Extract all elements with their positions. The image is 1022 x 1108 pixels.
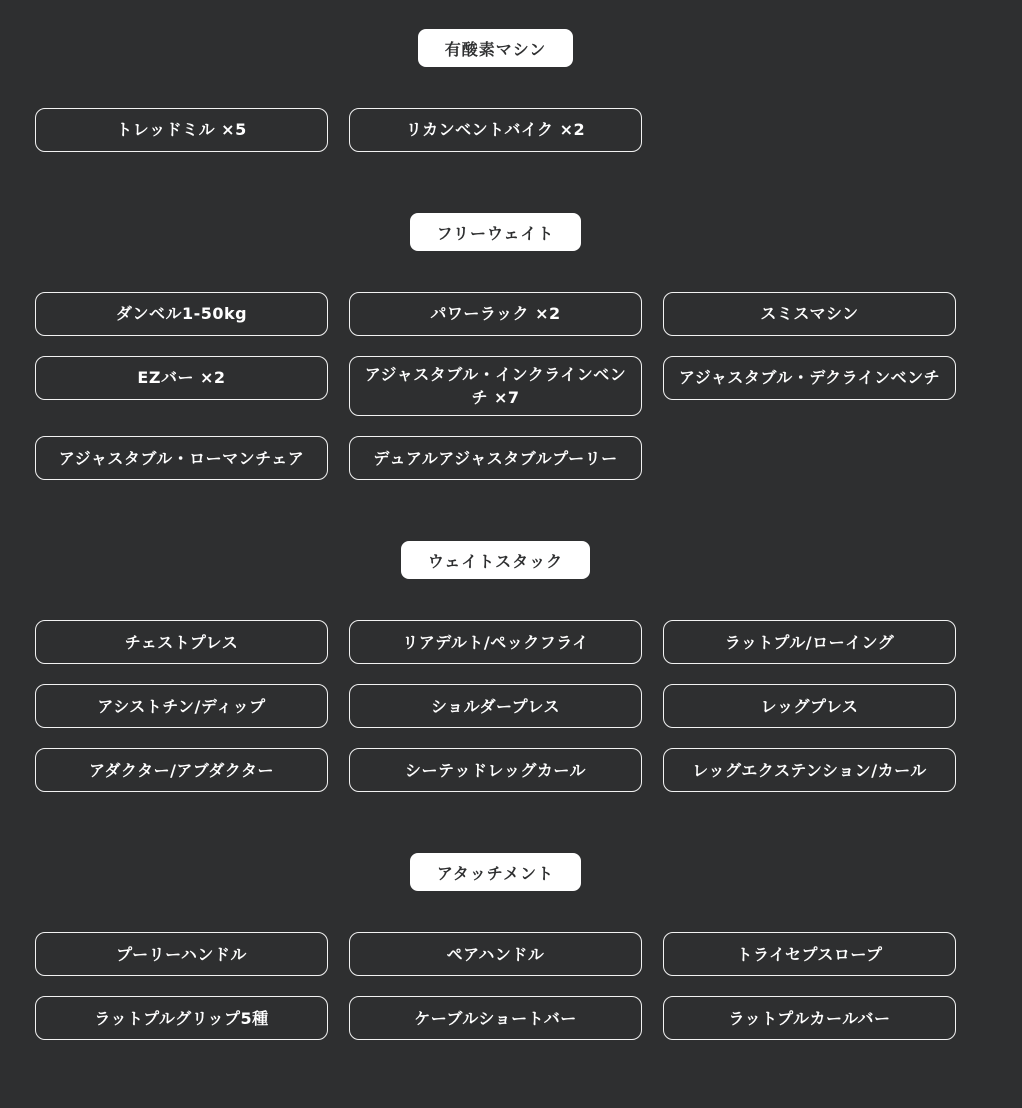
section-title: 有酸素マシン — [418, 29, 574, 67]
equipment-item-button[interactable]: パワーラック ×2 — [349, 292, 642, 336]
equipment-item-button[interactable]: レッグプレス — [663, 684, 956, 728]
equipment-item-button[interactable]: プーリーハンドル — [35, 932, 328, 976]
section-header-row — [35, 29, 956, 67]
equipment-item-button[interactable]: ラットプルグリップ5種 — [35, 996, 328, 1040]
equipment-item-button[interactable]: リアデルト/ペックフライ — [349, 620, 642, 664]
equipment-item-button[interactable]: シーテッドレッグカール — [349, 748, 642, 792]
equipment-item-button[interactable]: デュアルアジャスタブルプーリー — [349, 436, 642, 480]
item-grid — [35, 620, 956, 792]
section-header-row — [35, 541, 956, 579]
equipment-item-button[interactable]: ダンベル1-50kg — [35, 292, 328, 336]
item-grid — [35, 932, 956, 1040]
equipment-item-button[interactable]: チェストプレス — [35, 620, 328, 664]
section-header-row — [35, 213, 956, 251]
equipment-item-button[interactable]: リカンベントバイク ×2 — [349, 108, 642, 152]
equipment-section — [35, 213, 956, 480]
equipment-item-button[interactable]: スミスマシン — [663, 292, 956, 336]
section-title: フリーウェイト — [410, 213, 582, 251]
equipment-section — [35, 541, 956, 792]
equipment-item-button[interactable]: アジャスタブル・デクラインベンチ — [663, 356, 956, 400]
equipment-section — [35, 853, 956, 1040]
equipment-item-button[interactable]: トライセプスロープ — [663, 932, 956, 976]
equipment-list-page — [35, 0, 956, 1040]
equipment-item-button[interactable]: ペアハンドル — [349, 932, 642, 976]
section-title: ウェイトスタック — [401, 541, 590, 579]
equipment-item-button[interactable]: アシストチン/ディップ — [35, 684, 328, 728]
equipment-item-button[interactable]: ラットプルカールバー — [663, 996, 956, 1040]
equipment-item-button[interactable]: アジャスタブル・インクラインベンチ ×7 — [349, 356, 642, 416]
equipment-item-button[interactable]: トレッドミル ×5 — [35, 108, 328, 152]
equipment-item-button[interactable]: ショルダープレス — [349, 684, 642, 728]
item-grid — [35, 108, 956, 152]
section-header-row — [35, 853, 956, 891]
equipment-item-button[interactable]: アダクター/アブダクター — [35, 748, 328, 792]
equipment-item-button[interactable]: レッグエクステンション/カール — [663, 748, 956, 792]
equipment-item-button[interactable]: アジャスタブル・ローマンチェア — [35, 436, 328, 480]
equipment-item-button[interactable]: EZバー ×2 — [35, 356, 328, 400]
equipment-item-button[interactable]: ケーブルショートバー — [349, 996, 642, 1040]
equipment-section — [35, 29, 956, 152]
item-grid — [35, 292, 956, 480]
section-title: アタッチメント — [410, 853, 581, 891]
equipment-item-button[interactable]: ラットプル/ローイング — [663, 620, 956, 664]
